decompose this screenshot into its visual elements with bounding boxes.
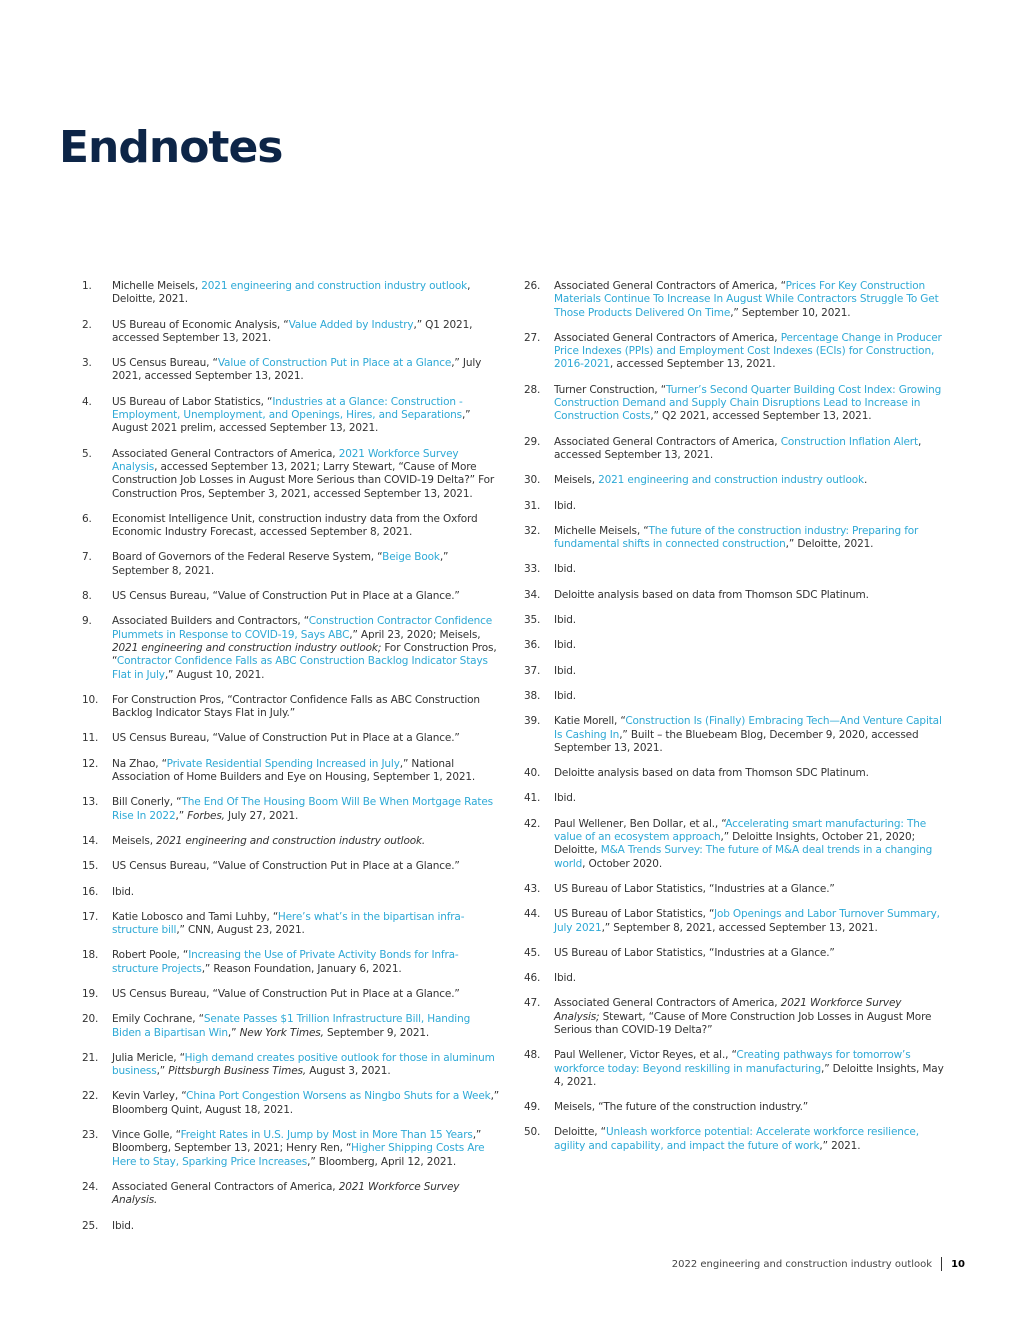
page-title: Endnotes <box>59 122 283 173</box>
endnote-number: 20. <box>82 1013 99 1026</box>
endnote-text <box>112 1220 134 1232</box>
endnote-text-segment: Meisels, <box>554 474 599 487</box>
endnote-text-segment: ,” 2021. <box>819 1139 861 1152</box>
endnote-item <box>82 448 502 501</box>
endnote-link[interactable]: The future of the construction industry: Preparing for fundamental shifts in connected construction <box>554 524 919 551</box>
endnote-number: 23. <box>82 1129 99 1142</box>
endnote-text <box>554 280 939 319</box>
endnote-item <box>524 1049 944 1089</box>
endnote-text <box>554 715 942 754</box>
endnote-number: 28. <box>524 383 541 396</box>
endnote-text <box>554 883 835 895</box>
endnote-text-segment: Deloitte, “ <box>554 1126 606 1139</box>
endnote-text <box>112 615 497 680</box>
endnote-item <box>524 589 944 602</box>
endnote-text <box>554 1049 944 1088</box>
endnote-text-segment: Paul Wellener, Ben Dollar, et al., “ <box>554 817 726 830</box>
endnote-text <box>112 357 481 382</box>
endnote-text <box>554 589 869 601</box>
endnote-number: 9. <box>82 615 92 628</box>
endnote-text-segment: Katie Lobosco and Tami Luhby, “ <box>112 910 278 923</box>
endnote-item <box>82 396 502 436</box>
endnote-text-segment: Ibid. <box>112 1219 134 1232</box>
endnote-italic-text: 2021 engineering and construction industry outlook; <box>112 641 382 654</box>
endnote-text-segment: Katie Morell, “ <box>554 715 626 728</box>
endnote-italic-text: New York Times, <box>239 1026 324 1039</box>
endnote-item <box>524 908 944 935</box>
endnote-text-segment: ,” August 2021 prelim, accessed September 13, 2021. <box>112 409 471 435</box>
endnote-text-segment: Vince Golle, “ <box>112 1129 181 1142</box>
endnote-number: 15. <box>82 860 99 873</box>
endnote-text <box>554 1126 919 1151</box>
endnote-item <box>524 474 944 487</box>
endnote-item <box>524 690 944 703</box>
endnote-text <box>554 332 942 371</box>
endnotes-column-left <box>82 280 502 1245</box>
endnote-text-segment: US Census Bureau, “Value of Construction Put in Place at a Glance.” <box>112 590 460 603</box>
endnote-link[interactable]: High demand creates positive outlook for those in aluminum business <box>112 1051 495 1078</box>
endnote-text-segment: US Census Bureau, “Value of Construction Put in Place at a Glance.” <box>112 987 460 1000</box>
endnote-text-segment: Robert Poole, “ <box>112 949 189 962</box>
endnote-text-segment: ,” Deloitte Insights, October 21, 2020; Deloitte, <box>554 831 915 857</box>
endnote-number: 37. <box>524 664 541 677</box>
endnote-text-segment: ,” August 10, 2021. <box>164 668 265 681</box>
endnote-text-segment: Meisels, <box>112 834 157 847</box>
endnote-item <box>524 563 944 576</box>
endnote-number: 17. <box>82 910 99 923</box>
endnote-link[interactable]: Construction Inflation Alert <box>780 435 918 448</box>
endnote-text-segment: ,” CNN, August 23, 2021. <box>176 924 305 937</box>
endnote-number: 25. <box>82 1219 99 1232</box>
endnote-text-segment: . <box>863 474 868 487</box>
endnote-text-segment: Associated Builders and Contractors, “ <box>112 615 309 628</box>
endnote-number: 46. <box>524 972 541 985</box>
endnote-text <box>554 947 835 959</box>
endnote-number: 30. <box>524 474 541 487</box>
endnote-item <box>82 860 502 873</box>
endnote-text <box>112 911 464 936</box>
endnote-text-segment: ,” Reason Foundation, January 6, 2021. <box>201 962 402 975</box>
endnote-text-segment: Ibid. <box>554 639 576 652</box>
endnote-number: 22. <box>82 1090 99 1103</box>
endnote-text-segment: , accessed September 13, 2021; Larry Stewart, “Cause of More Construction Job Losses in August More Serious than COVID-19 Delta?” For Construction Pros, September 3, 2021, accessed September 13, 2021. <box>112 460 495 500</box>
endnote-text-segment: Paul Wellener, Victor Reyes, et al., “ <box>554 1049 737 1062</box>
endnote-text-segment: Bill Conerly, “ <box>112 796 182 809</box>
endnote-text <box>112 551 448 576</box>
endnote-text <box>554 1101 808 1113</box>
endnote-link[interactable]: Prices For Key Construction Materials Continue To Increase In August While Contractors Struggle To Get Those Products Delivered On Time <box>554 280 939 319</box>
endnote-text <box>554 997 931 1036</box>
endnote-text <box>554 665 576 677</box>
endnote-italic-text: 2021 engineering and construction industry outlook. <box>156 834 426 847</box>
endnote-text-segment: ,” Bloomberg, April 12, 2021. <box>307 1155 457 1168</box>
endnote-text-segment: Michelle Meisels, <box>112 280 202 292</box>
endnote-item <box>524 384 944 424</box>
endnote-link[interactable]: M&A Trends Survey: The future of M&A deal trends in a changing world <box>554 844 933 870</box>
endnote-item <box>524 614 944 627</box>
endnote-text <box>112 886 134 898</box>
endnotes-column-right <box>524 280 944 1165</box>
endnote-number: 50. <box>524 1126 541 1139</box>
endnote-text-segment: ,” Built – the Bluebeam Blog, December 9, 2020, accessed September 13, 2021. <box>554 728 919 754</box>
endnote-text <box>112 949 459 974</box>
endnote-link[interactable]: Construction Contractor Confidence Plummets in Response to COVID-19, Says ABC <box>112 615 493 641</box>
endnote-number: 31. <box>524 499 541 512</box>
endnote-item <box>524 639 944 652</box>
endnote-link[interactable]: 2021 engineering and construction industry outlook <box>201 280 468 292</box>
endnote-text <box>112 396 470 435</box>
endnote-item <box>82 590 502 603</box>
endnote-text-segment: ,” National Association of Home Builders and Eye on Housing, September 1, 2021. <box>112 757 476 784</box>
endnote-text-segment: ,” Deloitte, 2021. <box>785 538 874 551</box>
endnote-item <box>524 1101 944 1114</box>
endnote-link[interactable]: China Port Congestion Worsens as Ningbo Shuts for a Week <box>186 1090 491 1103</box>
endnote-text-segment: , accessed September 13, 2021. <box>554 435 922 461</box>
endnote-number: 8. <box>82 590 92 603</box>
endnote-link[interactable]: Private Residential Spending Increased in July <box>166 757 400 770</box>
endnote-number: 38. <box>524 689 541 702</box>
page-number: 10 <box>951 1258 965 1270</box>
endnote-link[interactable]: Increasing the Use of Private Activity Bonds for Infra-structure Projects <box>112 949 459 975</box>
endnote-number: 19. <box>82 987 99 1000</box>
endnote-text-segment: Julia Mericle, “ <box>112 1051 185 1064</box>
endnote-number: 27. <box>524 331 541 344</box>
endnote-item <box>82 988 502 1001</box>
endnote-text <box>112 513 478 538</box>
endnote-item <box>82 1220 502 1233</box>
endnote-link[interactable]: Unleash workforce potential: Accelerate workforce resilience, agility and capability, and impact the future of work <box>554 1126 919 1152</box>
endnote-item <box>82 1013 502 1040</box>
endnote-text-segment: Board of Governors of the Federal Reserve System, “ <box>112 551 383 564</box>
endnote-text-segment: Associated General Contractors of America, <box>554 331 781 344</box>
endnote-number: 13. <box>82 796 99 809</box>
endnote-item <box>82 1090 502 1117</box>
endnote-item <box>524 972 944 985</box>
endnote-number: 42. <box>524 817 541 830</box>
endnote-text-segment: Deloitte analysis based on data from Thomson SDC Platinum. <box>554 767 869 780</box>
endnote-number: 12. <box>82 757 99 770</box>
endnote-text-segment: US Census Bureau, “Value of Construction Put in Place at a Glance.” <box>112 860 460 873</box>
endnote-text-segment: ,” <box>156 1065 169 1078</box>
endnote-text <box>554 563 576 575</box>
endnote-item <box>82 796 502 823</box>
endnote-text <box>554 972 576 984</box>
endnote-number: 41. <box>524 792 541 805</box>
endnote-text <box>112 835 425 847</box>
endnote-number: 5. <box>82 447 92 460</box>
endnote-text-segment: Associated General Contractors of America, “ <box>554 280 786 292</box>
endnote-text-segment: Associated General Contractors of America, <box>112 1180 339 1193</box>
endnote-text-segment: US Bureau of Labor Statistics, “Industries at a Glance.” <box>554 882 835 895</box>
endnote-text-segment: US Bureau of Labor Statistics, “Industries at a Glance.” <box>554 946 835 959</box>
endnote-item <box>524 1126 944 1153</box>
endnote-item <box>524 997 944 1037</box>
endnote-item <box>524 500 944 513</box>
endnote-item <box>82 513 502 540</box>
endnote-link[interactable]: Value Added by Industry <box>288 318 414 331</box>
endnote-italic-text: Forbes, <box>187 809 225 822</box>
endnote-text-segment: ,” Deloitte Insights, May 4, 2021. <box>554 1062 944 1088</box>
endnote-item <box>82 886 502 899</box>
endnote-text-segment: Turner Construction, “ <box>554 383 667 396</box>
endnote-item <box>82 911 502 938</box>
endnote-number: 16. <box>82 885 99 898</box>
endnote-number: 21. <box>82 1051 99 1064</box>
endnote-link[interactable]: Freight Rates in U.S. Jump by Most in More Than 15 Years <box>180 1129 473 1142</box>
endnote-item <box>82 280 502 307</box>
endnote-text-segment: Michelle Meisels, “ <box>554 524 649 537</box>
endnote-link[interactable]: Creating pathways for tomorrow’s workforce today: Beyond reskilling in manufacturing <box>554 1049 911 1075</box>
endnote-text-segment: ,” September 8, 2021, accessed September 13, 2021. <box>601 921 878 934</box>
endnote-text-segment: Emily Cochrane, “ <box>112 1013 204 1026</box>
endnote-item <box>524 715 944 755</box>
endnote-link[interactable]: Job Openings and Labor Turnover Summary, July 2021 <box>554 908 940 934</box>
endnote-text-segment: US Census Bureau, “ <box>112 357 218 370</box>
endnote-number: 33. <box>524 563 541 576</box>
endnote-link[interactable]: Construction Is (Finally) Embracing Tech—And Venture Capital Is Cashing In <box>554 715 942 741</box>
endnote-number: 47. <box>524 997 541 1010</box>
endnote-text-segment: , accessed September 13, 2021. <box>609 358 776 371</box>
endnote-number: 40. <box>524 767 541 780</box>
endnote-number: 10. <box>82 693 99 706</box>
endnote-text <box>554 792 576 804</box>
endnote-text-segment: Ibid. <box>554 689 576 702</box>
endnote-link[interactable]: Beige Book <box>382 551 440 564</box>
endnote-text-segment: ,” September 8, 2021. <box>112 551 449 577</box>
endnote-number: 39. <box>524 715 541 728</box>
endnote-number: 35. <box>524 614 541 627</box>
endnote-number: 18. <box>82 949 99 962</box>
endnote-link[interactable]: Higher Shipping Costs Are Here to Stay, Sparking Price Increases <box>112 1142 485 1168</box>
endnote-text <box>112 448 494 500</box>
endnote-text-segment: Associated General Contractors of America, <box>112 447 339 460</box>
endnote-text-segment: Na Zhao, “ <box>112 757 167 770</box>
endnote-number: 29. <box>524 435 541 448</box>
endnote-item <box>82 835 502 848</box>
endnote-item <box>524 280 944 320</box>
endnote-link[interactable]: 2021 engineering and construction industry outlook <box>598 474 864 487</box>
footer-divider <box>941 1257 942 1271</box>
endnote-text-segment: Economist Intelligence Unit, construction industry data from the Oxford Economic Industry Forecast, accessed September 8, 2021. <box>112 512 478 539</box>
endnote-text-segment: ,” <box>175 809 188 822</box>
endnote-text-segment: Kevin Varley, “ <box>112 1090 187 1103</box>
endnote-text-segment: US Bureau of Labor Statistics, “ <box>112 395 273 408</box>
endnote-italic-text: 2021 Workforce Survey Analysis; <box>554 997 902 1023</box>
endnote-text-segment: July 27, 2021. <box>224 809 299 822</box>
endnote-text <box>112 1181 459 1206</box>
endnote-link[interactable]: Industries at a Glance: Construction - Employment, Unemployment, and Openings, Hires, and Separations <box>112 395 463 422</box>
endnote-text-segment: , Deloitte, 2021. <box>112 280 471 306</box>
endnote-italic-text: Pittsburgh Business Times, <box>168 1065 307 1078</box>
endnote-text-segment: For Construction Pros, “Contractor Confidence Falls as ABC Construction Backlog Indicator Stays Flat in July.” <box>112 693 480 720</box>
endnote-number: 7. <box>82 551 92 564</box>
endnote-item <box>82 319 502 346</box>
endnote-link[interactable]: Accelerating smart manufacturing: The value of an ecosystem approach <box>554 817 927 844</box>
endnote-item <box>524 525 944 552</box>
endnote-item <box>82 615 502 681</box>
endnote-link[interactable]: The End Of The Housing Boom Will Be When Mortgage Rates Rise In 2022 <box>112 796 493 822</box>
endnote-number: 2. <box>82 318 92 331</box>
endnote-text-segment: For Construction Pros, “ <box>112 641 497 668</box>
endnote-text <box>112 280 470 305</box>
endnote-link[interactable]: 2021 Workforce Survey Analysis <box>112 447 459 473</box>
endnote-text <box>112 1013 470 1038</box>
endnote-number: 3. <box>82 357 92 370</box>
endnote-number: 48. <box>524 1049 541 1062</box>
endnote-item <box>524 947 944 960</box>
endnote-text <box>112 319 472 344</box>
endnote-text <box>112 796 493 821</box>
endnote-text-segment: ,” July 2021, accessed September 13, 2021. <box>112 357 482 383</box>
endnote-text-segment: Ibid. <box>554 664 576 677</box>
endnote-item <box>524 665 944 678</box>
endnote-text <box>554 384 941 423</box>
endnote-text <box>112 988 460 1000</box>
endnote-link[interactable]: Value of Construction Put in Place at a Glance <box>217 357 452 370</box>
footer-publication-title: 2022 engineering and construction industry outlook <box>671 1258 933 1270</box>
endnote-text-segment: ,” <box>227 1026 240 1039</box>
endnote-link[interactable]: Senate Passes $1 Trillion Infrastructure Bill, Handing Biden a Bipartisan Win <box>112 1013 471 1039</box>
endnote-link[interactable]: Here’s what’s in the bipartisan infra-structure bill <box>112 910 465 937</box>
endnote-number: 1. <box>82 280 92 292</box>
endnote-text-segment: ,” Q2 2021, accessed September 13, 2021. <box>650 410 872 423</box>
endnote-item <box>82 758 502 785</box>
endnote-item <box>82 1129 502 1169</box>
endnote-item <box>82 1052 502 1079</box>
endnote-item <box>524 436 944 463</box>
endnote-text <box>112 1052 495 1077</box>
endnote-text-segment: Ibid. <box>554 972 576 985</box>
endnote-text-segment: US Bureau of Economic Analysis, “ <box>112 318 289 331</box>
endnote-text-segment: Ibid. <box>554 563 576 576</box>
endnote-item <box>82 357 502 384</box>
endnote-text <box>554 474 867 486</box>
endnote-item <box>524 818 944 871</box>
endnote-text <box>554 639 576 651</box>
endnote-number: 45. <box>524 946 541 959</box>
endnote-text-segment: Stewart, “Cause of More Construction Job Losses in August More Serious than COVID-19 Delta?” <box>554 1010 932 1036</box>
endnote-text-segment: , October 2020. <box>582 857 663 870</box>
endnote-italic-text: 2021 Workforce Survey Analysis. <box>112 1180 460 1207</box>
endnote-link[interactable]: Turner’s Second Quarter Building Cost Index: Growing Construction Demand and Supply Chain Disruptions Lead to Increase in Construction Costs <box>554 383 942 423</box>
endnote-text-segment: ,” September 10, 2021. <box>730 306 851 319</box>
endnote-text <box>112 1129 485 1168</box>
endnote-number: 26. <box>524 280 541 292</box>
endnote-number: 43. <box>524 882 541 895</box>
endnote-text <box>112 860 460 872</box>
endnote-text <box>112 732 460 744</box>
endnote-number: 6. <box>82 512 92 525</box>
endnote-text-segment: Associated General Contractors of America, <box>554 435 781 448</box>
endnote-item <box>524 792 944 805</box>
endnote-text-segment: Ibid. <box>112 885 134 898</box>
endnote-number: 11. <box>82 732 99 745</box>
endnote-text <box>554 767 869 779</box>
endnote-item <box>82 551 502 578</box>
endnote-item <box>524 883 944 896</box>
endnote-text-segment: US Bureau of Labor Statistics, “ <box>554 908 714 921</box>
endnote-text-segment: Ibid. <box>554 614 576 627</box>
endnote-number: 34. <box>524 588 541 601</box>
endnote-text <box>554 500 576 512</box>
endnote-number: 24. <box>82 1180 99 1193</box>
endnote-text-segment: Ibid. <box>554 499 576 512</box>
endnote-link[interactable]: Contractor Confidence Falls as ABC Construction Backlog Indicator Stays Flat in July <box>112 655 488 681</box>
endnote-number: 44. <box>524 908 541 921</box>
endnote-text <box>554 436 921 461</box>
endnote-item <box>82 694 502 721</box>
endnote-text <box>112 590 460 602</box>
endnote-number: 36. <box>524 639 541 652</box>
endnote-text <box>112 694 480 719</box>
endnote-text <box>554 525 918 550</box>
endnote-text-segment: ,” April 23, 2020; Meisels, <box>349 628 481 641</box>
endnote-item <box>82 1181 502 1208</box>
endnote-number: 49. <box>524 1101 541 1114</box>
page-footer <box>672 1257 965 1271</box>
endnote-text <box>554 818 932 870</box>
endnote-text <box>554 614 576 626</box>
endnote-text-segment: US Census Bureau, “Value of Construction Put in Place at a Glance.” <box>112 732 460 745</box>
endnote-item <box>82 949 502 976</box>
endnote-text-segment: ,” Q1 2021, accessed September 13, 2021. <box>112 318 473 344</box>
endnote-item <box>524 767 944 780</box>
endnote-number: 4. <box>82 395 92 408</box>
endnote-item <box>524 332 944 372</box>
endnote-text <box>554 690 576 702</box>
endnote-text-segment: Deloitte analysis based on data from Thomson SDC Platinum. <box>554 588 869 601</box>
endnote-number: 14. <box>82 834 99 847</box>
endnote-text-segment: Meisels, “The future of the construction industry.” <box>554 1101 809 1114</box>
endnote-text-segment: Ibid. <box>554 792 576 805</box>
endnote-text-segment: Associated General Contractors of America, <box>554 997 781 1010</box>
endnote-link[interactable]: Percentage Change in Producer Price Indexes (PPIs) and Employment Cost Indexes (ECIs) for Construction, 2016-2021 <box>554 331 942 371</box>
endnote-item <box>82 732 502 745</box>
endnote-text-segment: ,” Bloomberg, September 13, 2021; Henry Ren, “ <box>112 1129 482 1155</box>
endnote-text <box>554 908 940 933</box>
endnote-text-segment: August 3, 2021. <box>306 1065 391 1078</box>
endnote-number: 32. <box>524 524 541 537</box>
endnote-text <box>112 1090 499 1115</box>
endnote-text-segment: September 9, 2021. <box>323 1026 430 1039</box>
endnote-text-segment: ,” Bloomberg Quint, August 18, 2021. <box>112 1090 500 1116</box>
endnote-text <box>112 758 475 783</box>
